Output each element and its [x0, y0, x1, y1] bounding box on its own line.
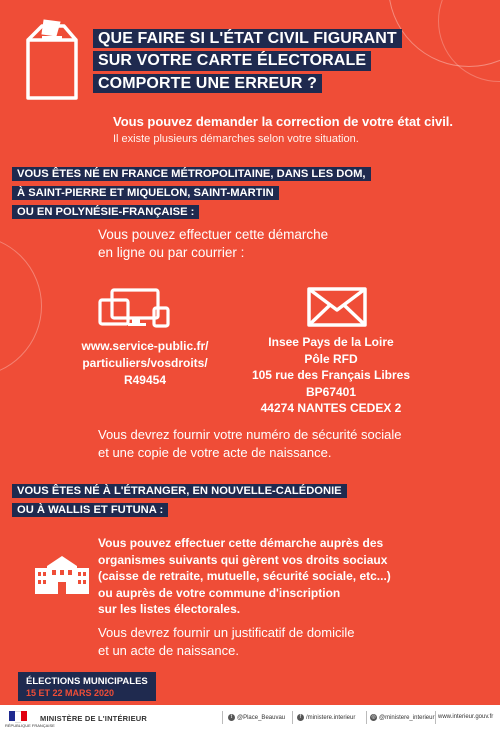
- address-line: 105 rue des Français Libres: [251, 368, 411, 383]
- election-dates: 15 ET 22 MARS 2020: [26, 688, 115, 698]
- text-line: Vous devrez fournir un justificatif de domicile: [98, 625, 355, 640]
- section-2-heading: [12, 481, 347, 519]
- address-line: 44274 NANTES CEDEX 2: [260, 401, 402, 416]
- election-badge: [18, 672, 156, 701]
- section-heading-line: VOUS ÊTES NÉ À L'ÉTRANGER, EN NOUVELLE-CALÉDONIE: [12, 484, 347, 498]
- facebook-link[interactable]: [297, 714, 355, 721]
- intro: [113, 114, 493, 145]
- page-title: [93, 29, 402, 96]
- devices-icon: [98, 288, 174, 328]
- address-line: Pôle RFD: [304, 351, 358, 366]
- text-line: Vous pouvez effectuer cette démarche auprès des: [98, 536, 384, 550]
- text-line: et une copie de votre acte de naissance.: [98, 444, 332, 460]
- marianne-logo: [9, 711, 27, 721]
- instagram-icon: ◎: [371, 714, 376, 720]
- decorative-circle: [438, 0, 500, 82]
- section-1-note: [98, 426, 438, 462]
- website-link[interactable]: [438, 714, 493, 720]
- address-line: BP67401: [305, 384, 357, 399]
- website-url: www.interieur.gouv.fr: [438, 714, 494, 720]
- instagram-link[interactable]: [370, 714, 434, 721]
- section-heading-line: OU À WALLIS ET FUTUNA :: [12, 503, 168, 517]
- section-1-lead: [98, 226, 418, 262]
- text-line: organismes suivants qui gèrent vos droits sociaux: [98, 552, 388, 567]
- section-heading-line: À SAINT-PIERRE ET MIQUELON, SAINT-MARTIN: [12, 186, 279, 200]
- text-line: ou auprès de votre commune d'inscription: [98, 585, 341, 600]
- text-line: Vous pouvez effectuer cette démarche: [98, 227, 329, 242]
- title-line: QUE FAIRE SI L'ÉTAT CIVIL FIGURANT: [93, 29, 402, 48]
- title-line: COMPORTE UNE ERREUR ?: [93, 74, 322, 93]
- facebook-handle: /ministere.interieur: [306, 714, 356, 721]
- web-link-line: particuliers/vosdroits/: [82, 355, 208, 370]
- section-2-lead: [98, 535, 488, 618]
- election-title: ÉLECTIONS MUNICIPALES: [26, 676, 148, 687]
- web-link-line: www.service-public.fr/: [81, 339, 209, 353]
- twitter-handle: @Place_Beauvau: [237, 714, 286, 721]
- public-building-icon: [33, 554, 91, 596]
- text-line: (caisse de retraite, mutuelle, sécurité sociale, etc...): [98, 569, 391, 584]
- section-heading-line: OU EN POLYNÉSIE-FRANÇAISE :: [12, 205, 199, 219]
- ministry-name: MINISTÈRE DE L'INTÉRIEUR: [40, 714, 148, 723]
- divider: [292, 711, 293, 724]
- decorative-circle: [0, 235, 42, 377]
- facebook-icon: f: [297, 714, 304, 721]
- rf-caption: RÉPUBLIQUE FRANÇAISE: [5, 723, 55, 728]
- divider: [435, 711, 436, 724]
- postal-address: [216, 334, 446, 417]
- intro-lead: Vous pouvez demander la correction de votre état civil.: [113, 114, 454, 129]
- instagram-handle: @ministere_interieur: [379, 714, 435, 721]
- text-line: Vous devrez fournir votre numéro de sécurité sociale: [98, 427, 402, 442]
- address-line: Insee Pays de la Loire: [268, 335, 394, 349]
- ballot-box-icon: [20, 18, 82, 102]
- envelope-icon: [306, 286, 368, 328]
- footer: [0, 705, 500, 730]
- text-line: et un acte de naissance.: [98, 642, 239, 658]
- text-line: sur les listes électorales.: [98, 602, 241, 617]
- divider: [366, 711, 367, 724]
- section-2-note: [98, 624, 458, 660]
- section-heading-line: VOUS ÊTES NÉ EN FRANCE MÉTROPOLITAINE, DANS LES DOM,: [12, 167, 371, 181]
- divider: [222, 711, 223, 724]
- web-link-line: R49454: [123, 372, 167, 387]
- twitter-icon: t: [228, 714, 235, 721]
- twitter-link[interactable]: [228, 714, 285, 721]
- text-line: en ligne ou par courrier :: [98, 245, 245, 261]
- section-1-heading: [12, 164, 371, 221]
- intro-sub: Il existe plusieurs démarches selon votre situation.: [113, 133, 359, 145]
- title-line: SUR VOTRE CARTE ÉLECTORALE: [93, 51, 371, 70]
